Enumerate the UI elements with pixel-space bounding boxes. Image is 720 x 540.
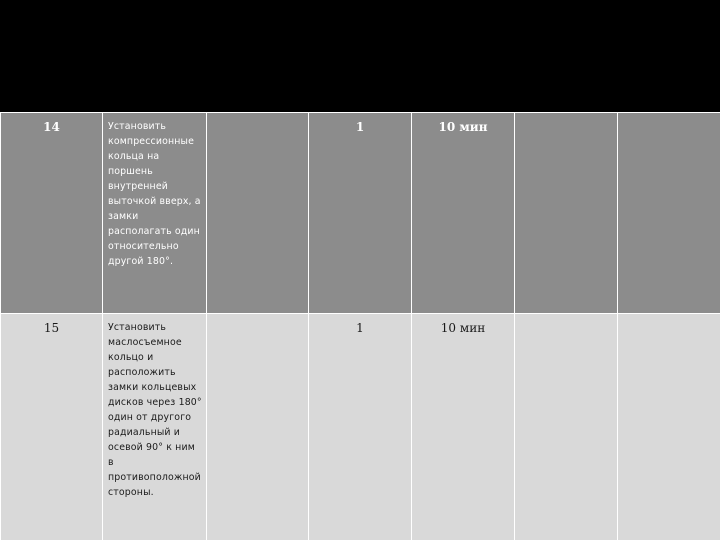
empty-cell bbox=[515, 113, 618, 314]
empty-cell bbox=[515, 314, 618, 540]
time-value: 10 мин bbox=[438, 120, 488, 134]
quantity-cell bbox=[309, 113, 412, 314]
table-row bbox=[1, 113, 720, 314]
step-number-cell bbox=[1, 113, 103, 314]
table-row bbox=[1, 314, 720, 540]
step-description: Установить маслосъемное кольцо и расположить замки кольцевых дисков через 180° один от другого радиальный и осевой 90° к ним в противоположной стороны. bbox=[108, 322, 202, 498]
operations-table-grid bbox=[0, 112, 720, 540]
empty-cell bbox=[618, 113, 720, 314]
time-cell bbox=[412, 113, 515, 314]
step-number-cell bbox=[1, 314, 103, 540]
step-description: Установить компрессионные кольца на поршень внутренней выточкой вверх, а замки располагать один относительно другой 180°. bbox=[108, 121, 201, 267]
time-value: 10 мин bbox=[440, 321, 486, 335]
operations-table bbox=[0, 112, 720, 540]
time-cell bbox=[412, 314, 515, 540]
empty-cell bbox=[207, 314, 309, 540]
step-description-cell bbox=[103, 113, 207, 314]
step-number: 15 bbox=[43, 321, 60, 335]
header-band bbox=[0, 0, 720, 112]
step-description-cell bbox=[103, 314, 207, 540]
empty-cell bbox=[618, 314, 720, 540]
empty-cell bbox=[207, 113, 309, 314]
quantity-value: 1 bbox=[355, 120, 365, 134]
quantity-cell bbox=[309, 314, 412, 540]
step-number: 14 bbox=[43, 120, 60, 134]
quantity-value: 1 bbox=[356, 321, 364, 335]
